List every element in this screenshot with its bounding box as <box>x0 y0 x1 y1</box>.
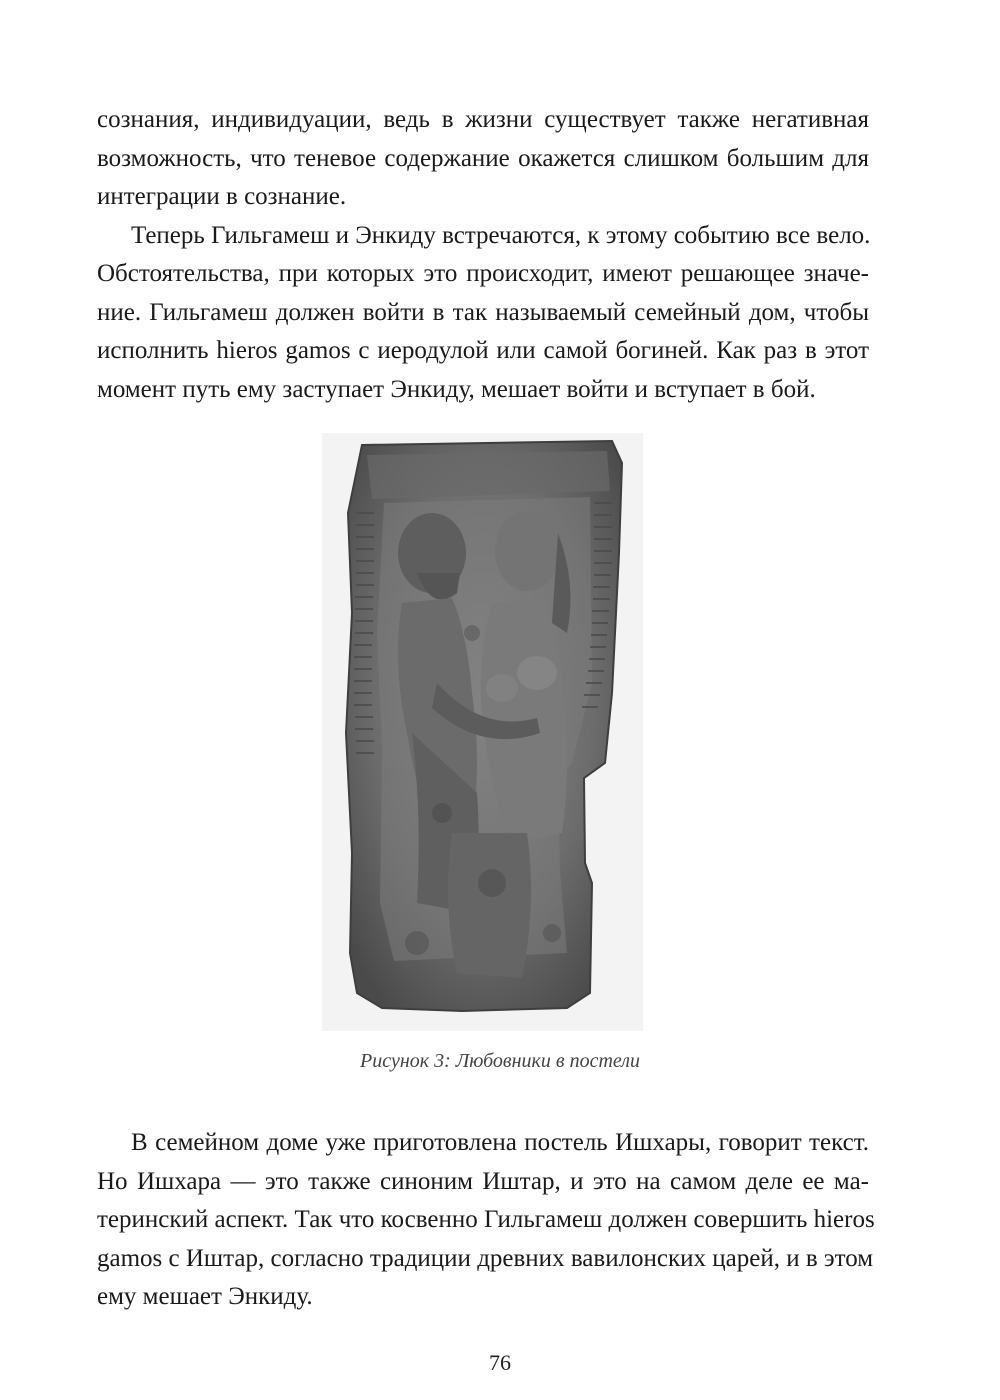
text-block-top <box>97 101 869 409</box>
text-line: В семейном доме уже приготовлена постель Ишхары, говорит текст. <box>131 1129 869 1156</box>
text-line: Но Ишхара — это также синоним Иштар, и это на самом деле ее ма- <box>97 1167 869 1195</box>
relief-figure-image <box>322 433 643 1031</box>
relief-illustration <box>322 433 643 1031</box>
text-line: ему мешает Энкиду. <box>97 1283 313 1310</box>
paragraph <box>97 217 869 410</box>
text-line: gamos с Иштар, согласно традиции древних вавилонских царей, и в этом <box>97 1244 874 1272</box>
text-block-bottom <box>97 1124 875 1317</box>
text-line: Обстоятельства, при которых это происходит, имеют решающее значе- <box>97 260 869 287</box>
text-line: ние. Гильгамеш должен войти в так называемый семейный дом, чтобы <box>97 298 869 326</box>
text-line: момент путь ему заступает Энкиду, мешает войти и вступает в бой. <box>97 375 816 403</box>
text-line: теринский аспект. Так что косвенно Гильгамеш должен совершить hieros <box>97 1206 875 1233</box>
paragraph <box>97 101 869 217</box>
text-line: исполнить hieros gamos с иеродулой или самой богиней. Как раз в этот <box>97 337 869 364</box>
paragraph <box>97 1124 875 1317</box>
text-line: возможность, что теневое содержание окажется слишком большим для <box>97 144 869 172</box>
text-line: сознания, индивидуации, ведь в жизни существует также негативная <box>97 106 869 133</box>
text-line: интеграции в сознание. <box>97 183 347 210</box>
page-number: 76 <box>489 1350 511 1375</box>
text-line: Теперь Гильгамеш и Энкиду встречаются, к этому событию все вело. <box>131 221 871 249</box>
figure-caption: Рисунок 3: Любовники в постели <box>359 1050 640 1072</box>
